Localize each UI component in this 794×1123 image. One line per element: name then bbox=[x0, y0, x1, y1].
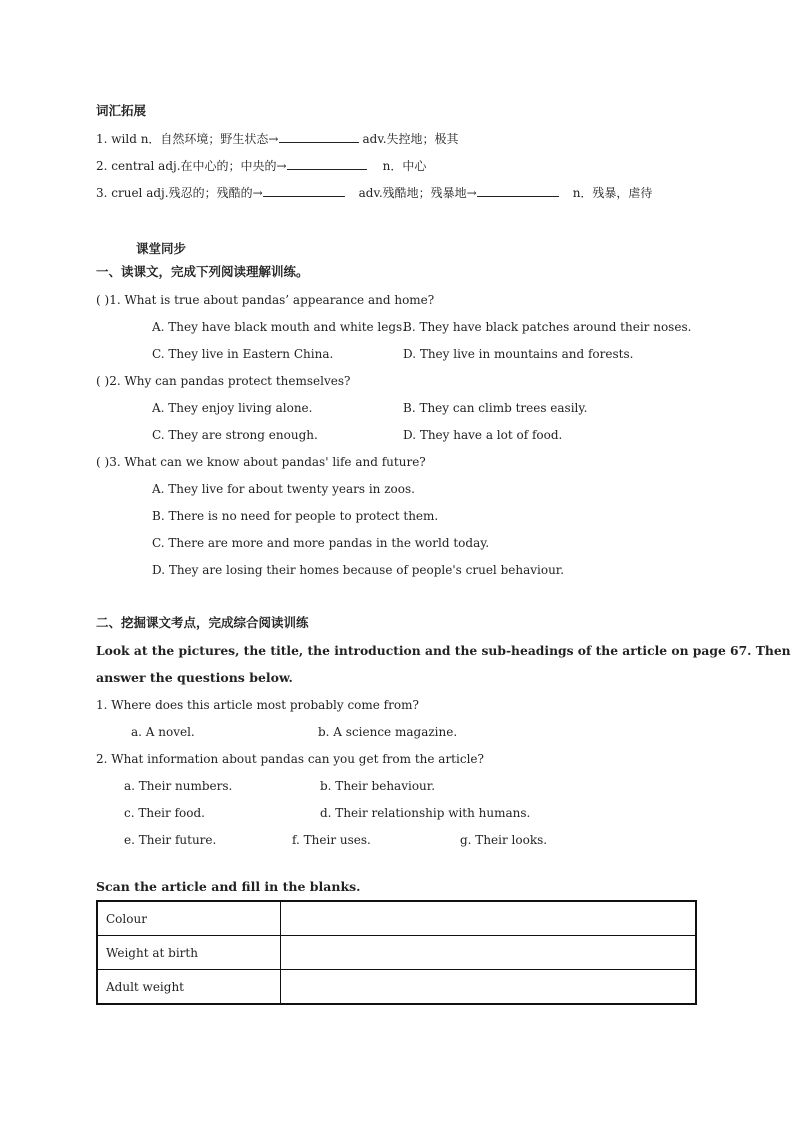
option-d: D. They have a lot of food. bbox=[403, 428, 563, 442]
question-stem: 1. What is true about pandas’ appearance and home? bbox=[109, 293, 435, 307]
vocab-item-1 bbox=[96, 130, 459, 147]
vocab-item-text: 1. wild n．自然环境；野生状态→ bbox=[96, 132, 279, 146]
row-label: Colour bbox=[97, 901, 281, 936]
vocab-item-text: n．中心 bbox=[382, 159, 427, 173]
answer-blank[interactable] bbox=[263, 184, 345, 197]
option-c: C. There are more and more pandas in the world today. bbox=[152, 536, 490, 550]
vocab-item-text: adv.失控地；极其 bbox=[362, 132, 459, 146]
section2-title: 二、挖掘课文考点，完成综合阅读训练 bbox=[96, 615, 309, 630]
question-1 bbox=[96, 292, 434, 308]
option-c: C. They are strong enough. bbox=[152, 428, 318, 442]
answer-blank[interactable] bbox=[477, 184, 559, 197]
class-sync-heading: 课堂同步 bbox=[136, 241, 187, 256]
vocab-item-text: adv.残酷地；残暴地→ bbox=[358, 186, 477, 200]
answer-paren[interactable]: ( ) bbox=[96, 293, 110, 307]
s2-q2-option-a: a. Their numbers. bbox=[124, 779, 233, 793]
row-label: Adult weight bbox=[97, 970, 281, 1005]
option-b: B. There is no need for people to protect them. bbox=[152, 509, 439, 523]
question-2 bbox=[96, 373, 350, 389]
answer-cell[interactable] bbox=[281, 970, 697, 1005]
scan-title: Scan the article and fill in the blanks. bbox=[96, 879, 361, 894]
question-stem: 3. What can we know about pandas' life and future? bbox=[109, 455, 426, 469]
vocab-heading: 词汇拓展 bbox=[96, 103, 147, 118]
s2-q2-option-c: c. Their food. bbox=[124, 806, 205, 820]
option-b: B. They have black patches around their noses. bbox=[403, 320, 692, 334]
table-row bbox=[97, 970, 696, 1005]
option-d: D. They are losing their homes because of people's cruel behaviour. bbox=[152, 563, 565, 577]
s2-q2-option-e: e. Their future. bbox=[124, 833, 217, 847]
vocab-item-text: 3. cruel adj.残忍的；残酷的→ bbox=[96, 186, 263, 200]
fill-in-table bbox=[96, 900, 697, 1005]
answer-blank[interactable] bbox=[287, 157, 367, 170]
table-row bbox=[97, 936, 696, 970]
s2-q1-option-b: b. A science magazine. bbox=[318, 725, 458, 739]
section2-instruction-cont: answer the questions below. bbox=[96, 670, 293, 685]
s2-q2-option-f: f. Their uses. bbox=[292, 833, 371, 847]
s2-q2-option-g: g. Their looks. bbox=[460, 833, 548, 847]
answer-cell[interactable] bbox=[281, 901, 697, 936]
answer-paren[interactable]: ( ) bbox=[96, 455, 110, 469]
option-d: D. They live in mountains and forests. bbox=[403, 347, 634, 361]
s2-q2-option-b: b. Their behaviour. bbox=[320, 779, 436, 793]
option-c: C. They live in Eastern China. bbox=[152, 347, 334, 361]
option-b: B. They can climb trees easily. bbox=[403, 401, 588, 415]
table-row bbox=[97, 901, 696, 936]
s2-q2-option-d: d. Their relationship with humans. bbox=[320, 806, 531, 820]
row-label: Weight at birth bbox=[97, 936, 281, 970]
answer-blank[interactable] bbox=[279, 130, 359, 143]
vocab-item-3 bbox=[96, 184, 652, 201]
answer-paren[interactable]: ( ) bbox=[96, 374, 110, 388]
option-a: A. They enjoy living alone. bbox=[152, 401, 313, 415]
option-a: A. They live for about twenty years in zoos. bbox=[152, 482, 415, 496]
s2-question-2: 2. What information about pandas can you get from the article? bbox=[96, 752, 484, 766]
s2-question-1: 1. Where does this article most probably come from? bbox=[96, 698, 419, 712]
section1-title: 一、读课文，完成下列阅读理解训练。 bbox=[96, 264, 309, 279]
vocab-item-2 bbox=[96, 157, 426, 174]
vocab-item-text: n．残暴，虐待 bbox=[572, 186, 653, 200]
option-a: A. They have black mouth and white legs. bbox=[152, 320, 407, 334]
section2-instruction: Look at the pictures, the title, the introduction and the sub-headings of the article on page 67. Then bbox=[96, 643, 791, 658]
question-3 bbox=[96, 454, 426, 470]
vocab-item-text: 2. central adj.在中心的；中央的→ bbox=[96, 159, 287, 173]
s2-q1-option-a: a. A novel. bbox=[131, 725, 195, 739]
question-stem: 2. Why can pandas protect themselves? bbox=[109, 374, 351, 388]
answer-cell[interactable] bbox=[281, 936, 697, 970]
